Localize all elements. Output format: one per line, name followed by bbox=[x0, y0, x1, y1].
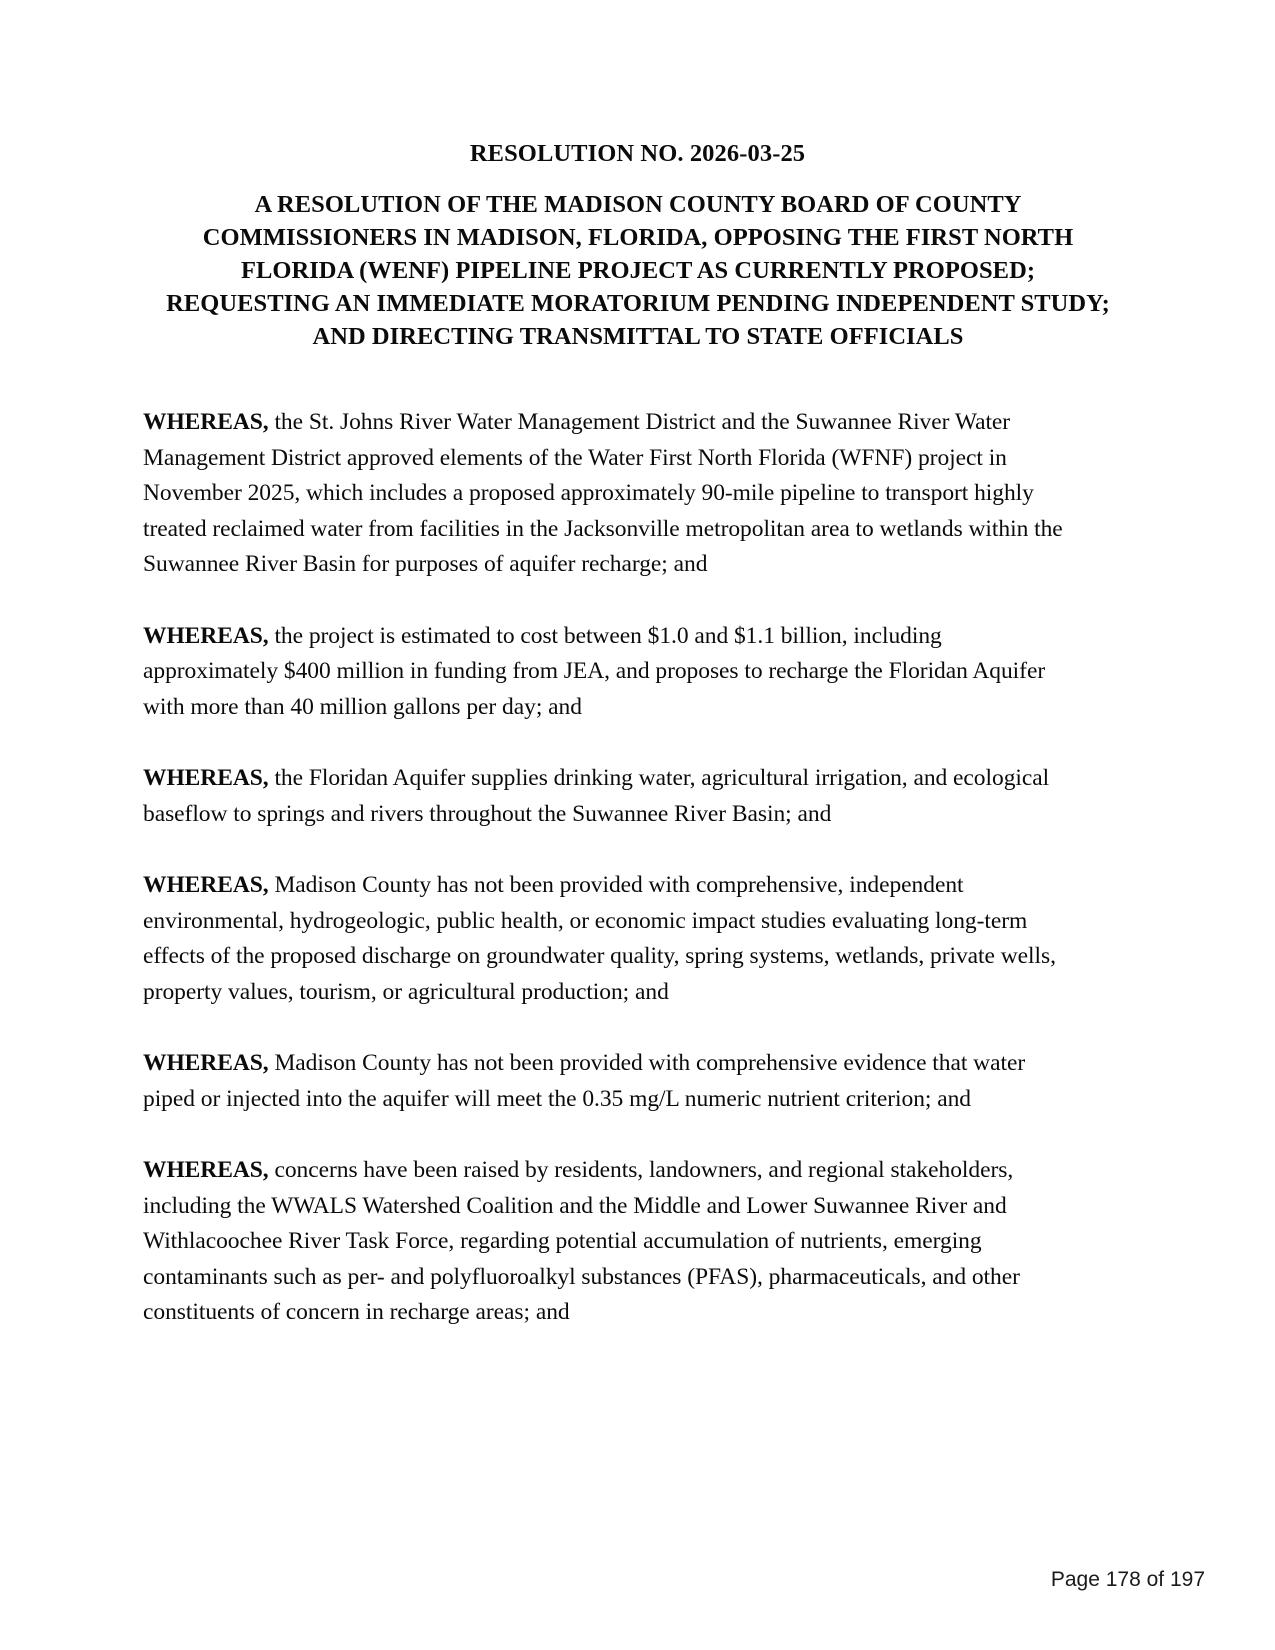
whereas-lead: WHEREAS, bbox=[143, 872, 269, 898]
page-number-footer: Page 178 of 197 bbox=[1050, 1568, 1205, 1591]
title-line-5: AND DIRECTING TRANSMITTAL TO STATE OFFICIALS bbox=[312, 323, 964, 350]
whereas-clause bbox=[143, 868, 1073, 1010]
whereas-clause-list bbox=[143, 405, 1073, 1331]
resolution-title bbox=[143, 188, 1133, 353]
whereas-body: the Floridan Aquifer supplies drinking water, agricultural irrigation, and ecological baseflow to springs and rivers throughout the Suwannee River Basin; and bbox=[143, 765, 1050, 827]
whereas-clause bbox=[143, 1046, 1073, 1117]
whereas-body: Madison County has not been provided with comprehensive, independent environmental, hydrogeologic, public health, or economic impact studies evaluating long-term effects of the proposed discharge on groundwater quality, spring systems, wetlands, private wells, property values, tourism, or agricultural production; and bbox=[143, 872, 1056, 1005]
whereas-clause bbox=[143, 1153, 1073, 1331]
whereas-body: the project is estimated to cost between $1.0 and $1.1 billion, including approximately $400 million in funding from JEA, and proposes to recharge the Floridan Aquifer with more than 40 million gallons per day; and bbox=[143, 622, 1046, 720]
whereas-body: Madison County has not been provided with comprehensive evidence that water piped or injected into the aquifer will meet the 0.35 mg/L numeric nutrient criterion; and bbox=[143, 1050, 1026, 1112]
whereas-clause bbox=[143, 405, 1073, 583]
title-line-4: REQUESTING AN IMMEDIATE MORATORIUM PENDING INDEPENDENT STUDY; bbox=[166, 290, 1110, 317]
title-line-1: A RESOLUTION OF THE MADISON COUNTY BOARD OF COUNTY bbox=[254, 191, 1022, 218]
whereas-body: the St. Johns River Water Management District and the Suwannee River Water Management District approved elements of the Water First North Florida (WFNF) project in November 2025, which includes a proposed approximately 90-mile pipeline to transport highly treated reclaimed water from facilities in the Jacksonville metropolitan area to wetlands within the Suwannee River Basin for purposes of aquifer recharge; and bbox=[143, 409, 1063, 577]
whereas-lead: WHEREAS, bbox=[143, 1050, 269, 1076]
whereas-clause bbox=[143, 761, 1073, 832]
whereas-clause bbox=[143, 619, 1073, 726]
title-line-2: COMMISSIONERS IN MADISON, FLORIDA, OPPOSING THE FIRST NORTH bbox=[202, 224, 1074, 251]
whereas-lead: WHEREAS, bbox=[143, 409, 269, 435]
whereas-lead: WHEREAS, bbox=[143, 1157, 269, 1183]
whereas-lead: WHEREAS, bbox=[143, 765, 269, 791]
whereas-body: concerns have been raised by residents, landowners, and regional stakeholders, including the WWALS Watershed Coalition and the Middle and Lower Suwannee River and Withlacoochee River Task Force, regarding potential accumulation of nutrients, emerging contaminants such as per- and polyfluoroalkyl substances (PFAS), pharmaceuticals, and other constituents of concern in recharge areas; and bbox=[143, 1157, 1020, 1325]
whereas-lead: WHEREAS, bbox=[143, 622, 269, 649]
title-line-3: FLORIDA (WENF) PIPELINE PROJECT AS CURRENTLY PROPOSED; bbox=[240, 257, 1036, 284]
resolution-number-heading: RESOLUTION NO. 2026-03-25 bbox=[469, 140, 806, 167]
